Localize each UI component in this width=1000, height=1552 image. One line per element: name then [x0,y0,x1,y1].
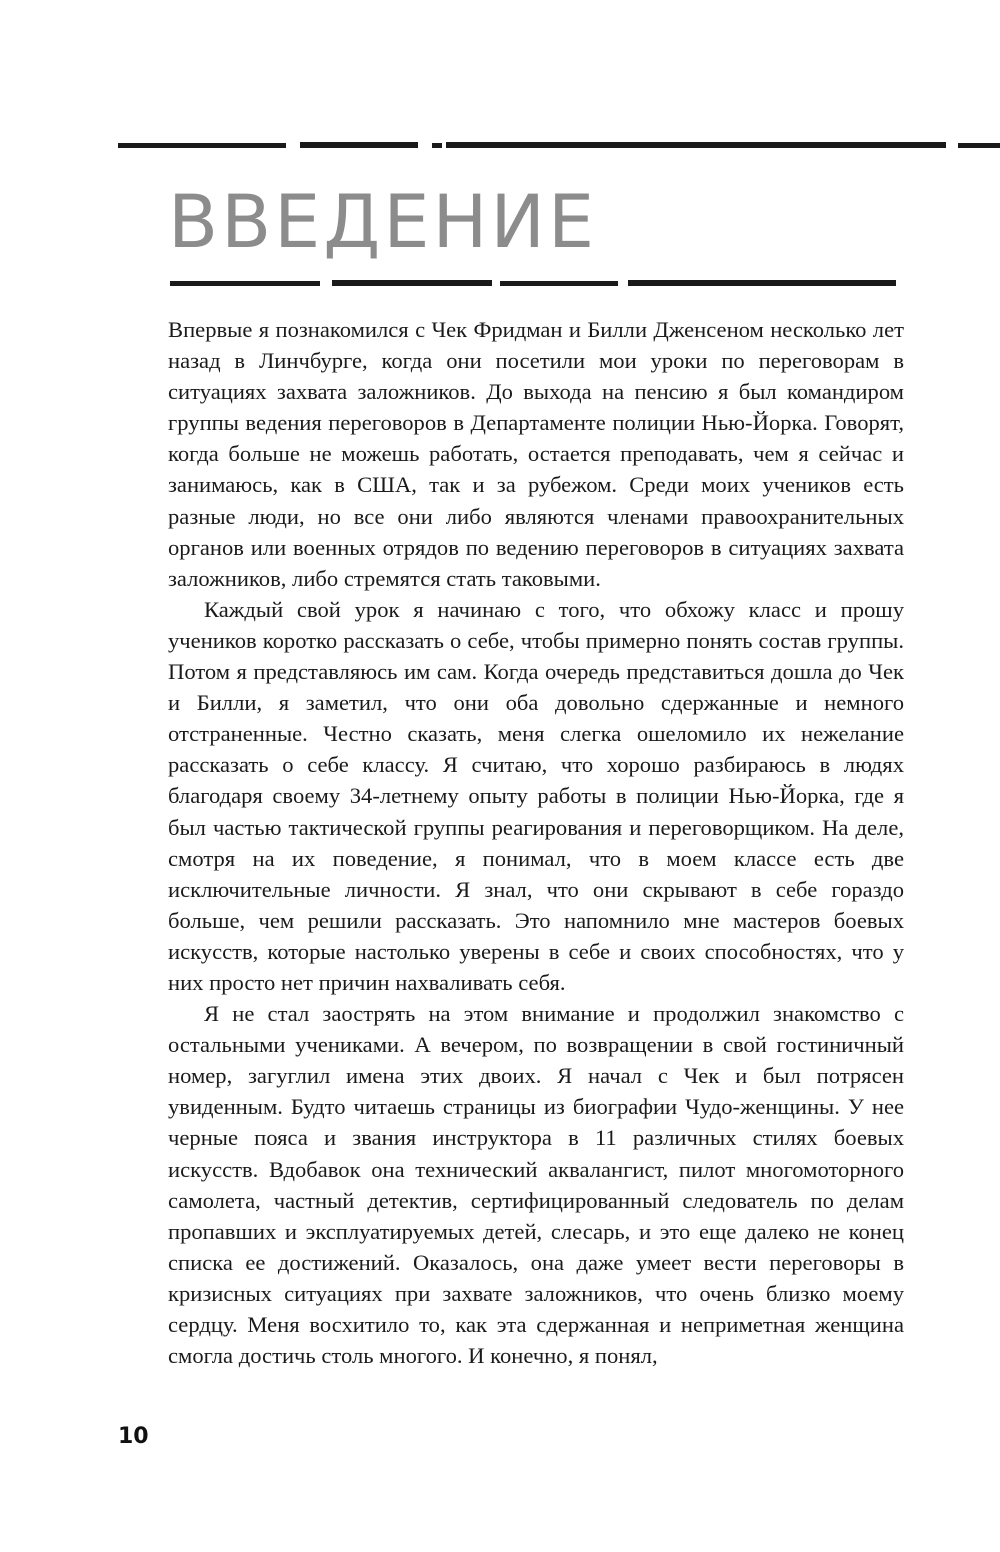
paragraph: Каждый свой урок я начинаю с того, что обхожу класс и прошу учеников коротко рассказать о себе, чтобы примерно понять состав группы. Потом я представляюсь им сам. Когда очередь представиться дошла до Чек и Билли, я заметил, что они оба довольно сдержанные и немного отстраненные. Честно сказать, меня слегка ошеломило их нежелание рассказать о себе классу. Я считаю, что хорошо разбираюсь в людях благодаря своему 34-летнему опыту работы в полиции Нью-Йорка, где я был частью тактической группы реагирования и переговорщиком. На деле, смотря на их поведение, я понимал, что в моем классе есть две исключительные личности. Я знал, что они скрывают в себе гораздо больше, чем решили рассказать. Это напомнило мне мастеров боевых искусств, которые настолько уверены в себе и своих способностях, что у них просто нет причин нахваливать себя. [168,596,904,995]
chapter-title: ВВЕДЕНИЕ [168,180,598,265]
paragraph: Я не стал заострять на этом внимание и продолжил знакомство с остальными учениками. А вечером, по возвращении в свой гостиничный номер, загуглил имена этих двоих. Я начал с Чек и был потрясен увиденным. Будто читаешь страницы из биографии Чудо-женщины. У нее черные пояса и звания инструктора в 11 различных стилях боевых искусств. Вдобавок она технический аквалангист, пилот многомоторного самолета, частный детектив, сертифицированный следователь по делам пропавших и эксплуатируемых детей, слесарь, и это еще далеко не конец списка ее достижений. Оказалось, она даже умеет вести переговоры в кризисных ситуациях при захвате заложников, что очень близко моему сердцу. Меня восхитило то, как эта сдержанная и неприметная женщина смогла достичь столь многого. И конечно, я понял, [168,1001,904,1369]
chapter-rule-bottom [170,273,896,289]
paragraph: Впервые я познакомился с Чек Фридман и Билли Дженсеном несколько лет назад в Линчбурге, когда они посетили мои уроки по переговорам в ситуациях захвата заложников. До выхода на пенсию я был командиром группы ведения переговоров в Департаменте полиции Нью-Йорка. Говорят, когда больше не можешь работать, остается преподавать, чем я сейчас и занимаюсь, как в США, так и за рубежом. Среди моих учеников есть разные люди, но все они либо являются членами правоохранительных органов или военных отрядов по ведению переговоров в ситуациях захвата заложников, либо стремятся стать таковыми. [168,317,904,591]
page-number: 10 [118,1424,149,1449]
body-text [168,314,904,1371]
chapter-rule-top [118,138,1000,154]
